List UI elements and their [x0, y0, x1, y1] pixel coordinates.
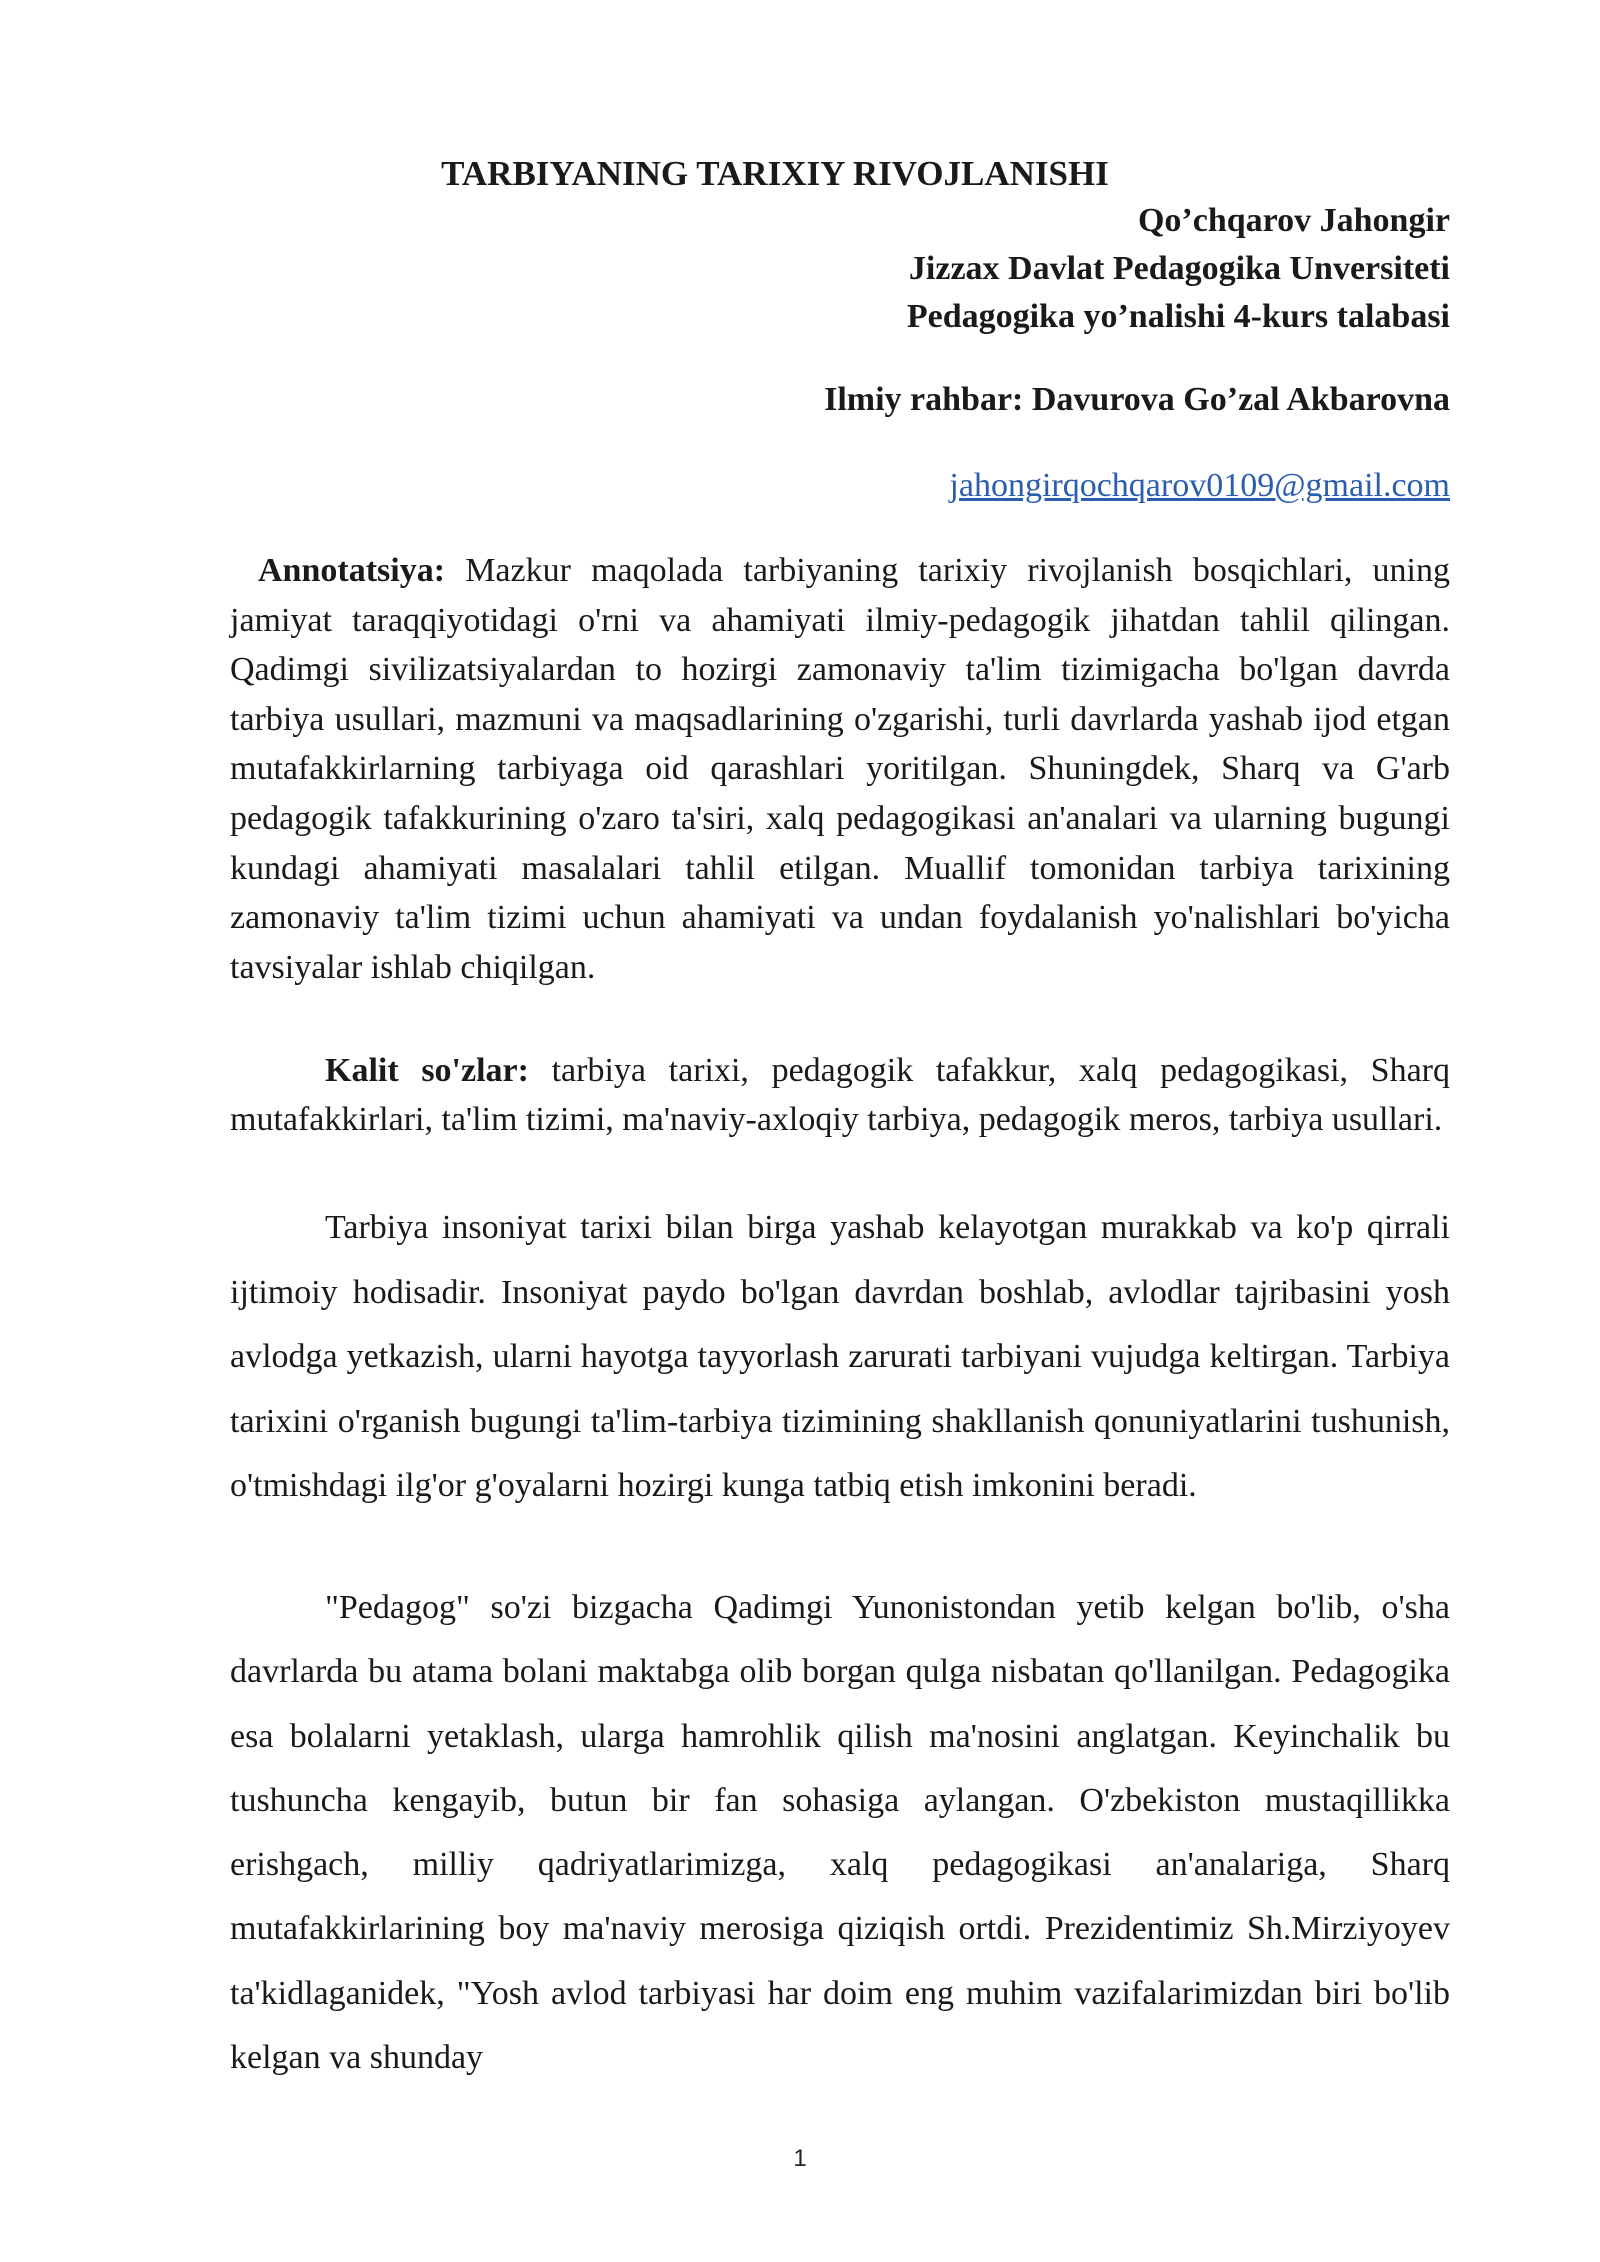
keywords-paragraph: [230, 1047, 1450, 1144]
body-paragraph-1: Tarbiya insoniyat tarixi bilan birga yashab kelayotgan murakkab va ko'p qirrali ijtimoiy hodisadir. Insoniyat paydo bo'lgan davrdan boshlab, avlodlar tajribasini yosh avlodga yetkazish, ularni hayotga tayyorlash zarurati tarbiyani vujudga keltirgan. Tarbiya tarixini o'rganish bugungi ta'lim-tarbiya tizimining shakllanish qonuniyatlarini tushunish, o'tmishdagi ilg'or g'oyalarni hozirgi kunga tatbiq etish imkonini beradi.: [230, 1209, 1450, 1504]
scientific-advisor: Ilmiy rahbar: Davurova Go’zal Akbarovna: [824, 381, 1450, 418]
abstract-text: Mazkur maqolada tarbiyaning tarixiy rivojlanish bosqichlari, uning jamiyat taraqqiyotidagi o'rni va ahamiyati ilmiy-pedagogik jihatdan tahlil qilingan. Qadimgi sivilizatsiyalardan to hozirgi zamonaviy ta'lim tizimigacha bo'lgan davrda tarbiya usullari, mazmuni va maqsadlarining o'zgarishi, turli davrlarda yashab ijod etgan mutafakkirlarning tarbiyaga oid qarashlari yoritilgan. Shuningdek, Sharq va G'arb pedagogik tafakkurining o'zaro ta'siri, xalq pedagogikasi an'analari va ularning bugungi kundagi ahamiyati masalalari tahlil etilgan. Muallif tomonidan tarbiya tarixining zamonaviy ta'lim tizimi uchun ahamiyati va undan foydalanish yo'nalishlari bo'yicha tavsiyalar ishlab chiqilgan.: [230, 552, 1451, 986]
body-paragraph-2: "Pedagog" so'zi bizgacha Qadimgi Yunonistondan yetib kelgan bo'lib, o'sha davrlarda bu atama bolani maktabga olib borgan qulga nisbatan qo'llanilgan. Pedagogika esa bolalarni yetaklash, ularga hamrohlik qilish ma'nosini anglatgan. Keyinchalik bu tushuncha kengayib, butun bir fan sohasiga aylangan. O'zbekiston mustaqillikka erishgach, milliy qadriyatlarimizga, xalq pedagogikasi an'analariga, Sharq mutafakkirlarining boy ma'naviy merosiga qiziqish ortdi. Prezidentimiz Sh.Mirziyoyev ta'kidlaganidek, "Yosh avlod tarbiyasi har doim eng muhim vazifalarimizdan biri bo'lib kelgan va shunday: [230, 1589, 1450, 2077]
keywords-label: Kalit so'zlar:: [325, 1052, 529, 1089]
body-paragraph-2-block: [230, 1576, 1450, 2090]
author-university: Jizzax Davlat Pedagogika Unversiteti: [908, 250, 1450, 287]
abstract-section: [230, 546, 1450, 992]
page-number: 1: [793, 2145, 807, 2172]
keywords-text: tarbiya tarixi, pedagogik tafakkur, xalq pedagogikasi, Sharq mutafakkirlari, ta'lim tizimi, ma'naviy-axloqiy tarbiya, pedagogik meros, tarbiya usullari.: [230, 1052, 1450, 1138]
paper-title: TARBIYANING TARIXIY RIVOJLANISHI: [441, 154, 1109, 193]
author-name: Qo’chqarov Jahongir: [1137, 202, 1450, 239]
author-program: Pedagogika yo’nalishi 4-kurs talabasi: [906, 298, 1450, 335]
keywords-section: [230, 1047, 1450, 1144]
author-info: [230, 197, 1450, 341]
author-email-line: [230, 462, 1450, 510]
abstract-paragraph: [230, 546, 1450, 992]
body-paragraph-1-block: [230, 1196, 1450, 1519]
author-email-link[interactable]: jahongirqochqarov0109@gmail.com: [949, 467, 1450, 504]
abstract-label: Annotatsiya:: [258, 552, 446, 589]
